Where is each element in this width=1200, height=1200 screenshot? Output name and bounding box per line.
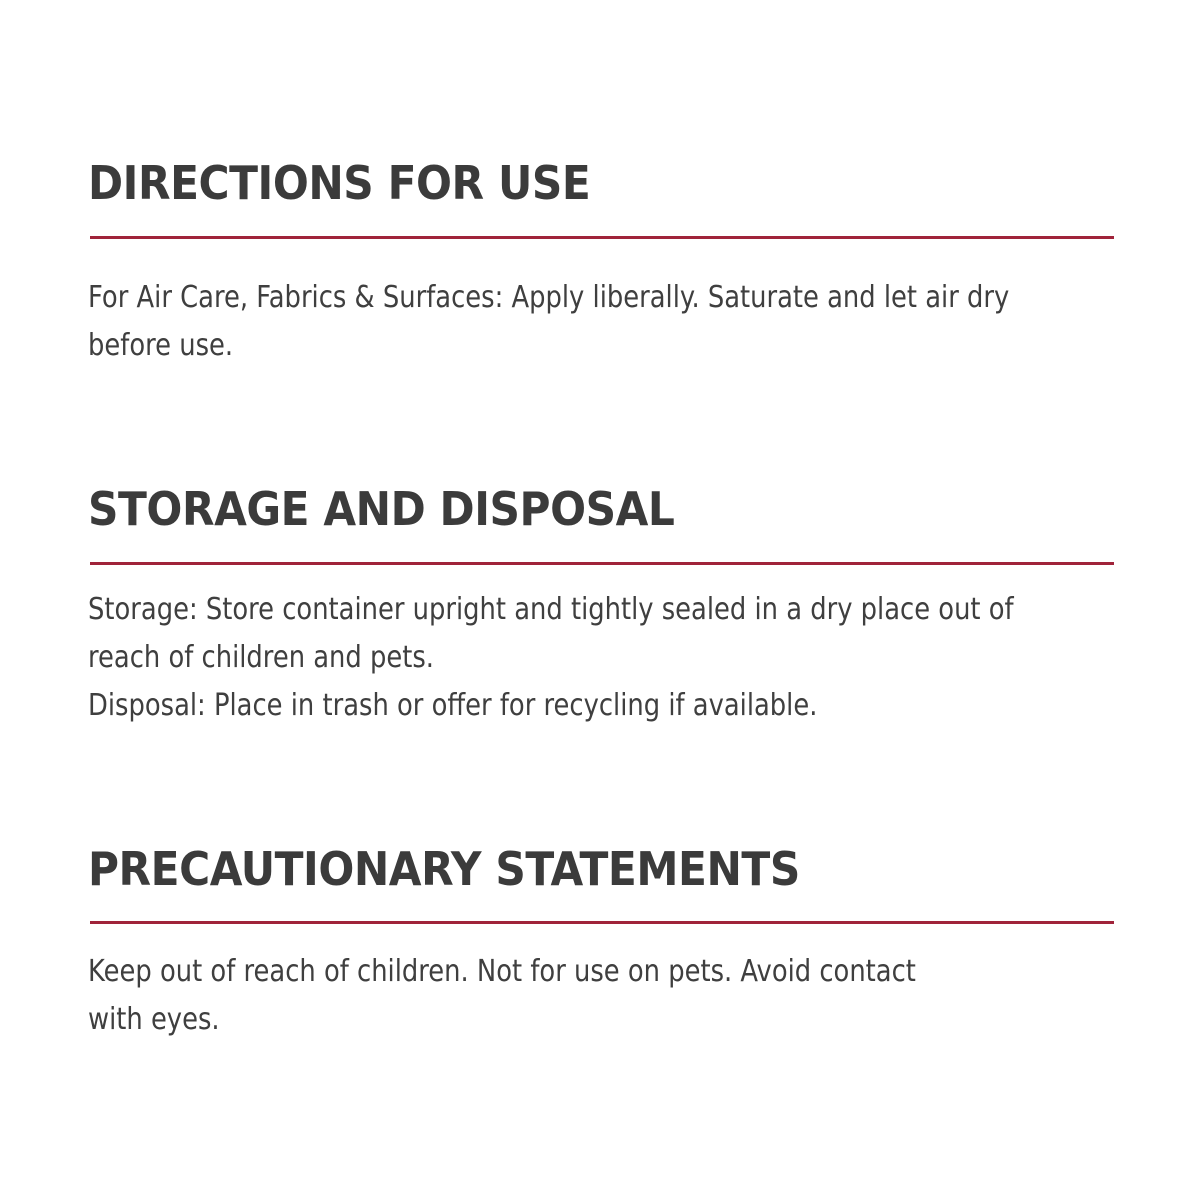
section-body <box>88 948 916 1044</box>
body-line: before use. <box>88 328 234 363</box>
body-line: with eyes. <box>88 1002 220 1037</box>
section-storage-and-disposal <box>88 482 1114 723</box>
body-line: reach of children and pets. <box>88 640 435 675</box>
body-line: Disposal: Place in trash or offer for recycling if available. <box>88 688 818 723</box>
section-body <box>88 274 1009 370</box>
section-divider <box>90 562 1114 565</box>
section-precautionary-statements <box>88 842 1114 1037</box>
section-heading: DIRECTIONS FOR USE <box>88 156 591 210</box>
section-heading: PRECAUTIONARY STATEMENTS <box>88 842 800 896</box>
section-directions-for-use <box>88 156 1114 363</box>
section-heading: STORAGE AND DISPOSAL <box>88 482 675 536</box>
body-line: For Air Care, Fabrics & Surfaces: Apply liberally. Saturate and let air dry <box>88 280 1010 315</box>
body-line: Storage: Store container upright and tightly sealed in a dry place out of <box>88 592 1014 627</box>
section-body <box>88 586 1014 730</box>
body-line: Keep out of reach of children. Not for use on pets. Avoid contact <box>88 954 916 989</box>
section-divider <box>90 921 1114 924</box>
section-divider <box>90 236 1114 239</box>
